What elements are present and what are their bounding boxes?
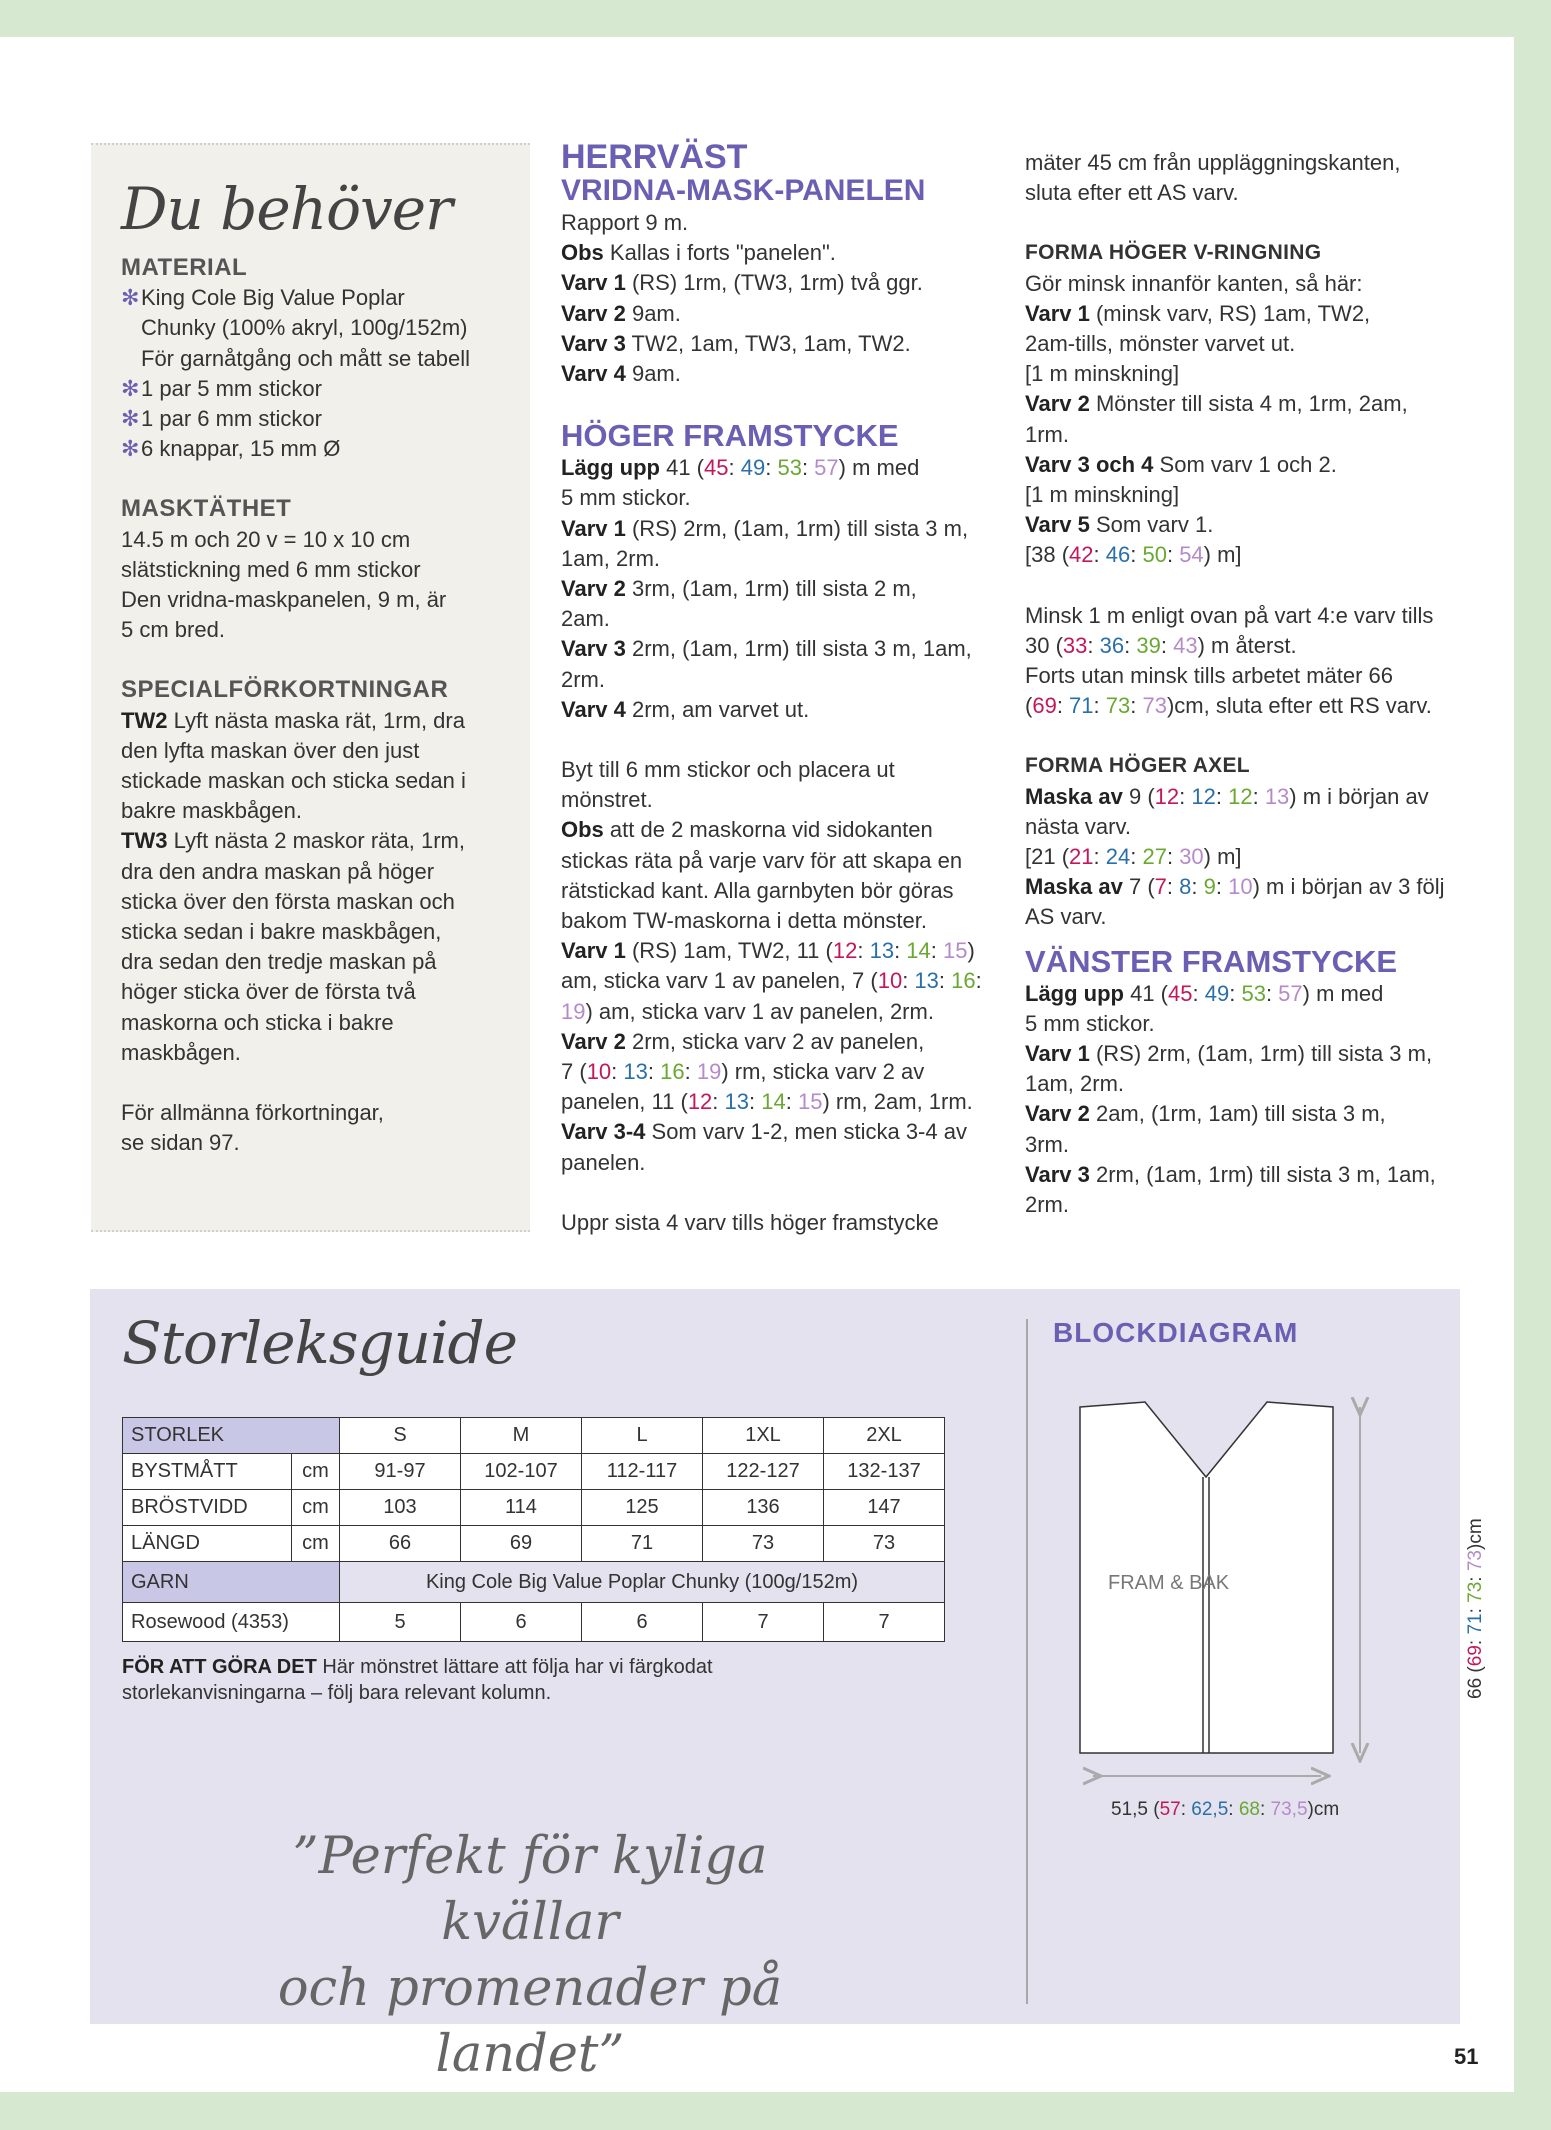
left-front-heading: VÄNSTER FRAMSTYCKE bbox=[1025, 943, 1398, 979]
star-bullet-icon: ✻ bbox=[121, 436, 140, 462]
pattern-row: Varv 3-4 Som varv 1-2, men sticka 3-4 av bbox=[561, 1119, 967, 1145]
row-instruction: Varv 3 2rm, (1am, 1rm) till sista 3 m, 1am, bbox=[1025, 1161, 1436, 1187]
list-item: ✻ 1 par 5 mm stickor bbox=[121, 374, 511, 404]
shoulder-line: AS varv. bbox=[1025, 904, 1107, 930]
panel-obs: Obs Kallas i forts "panelen". bbox=[561, 240, 836, 266]
decrease-line: 30 (33: 36: 39: 43) m återst. bbox=[1025, 632, 1297, 658]
obs-line: bakom TW-maskorna i detta mönster. bbox=[561, 908, 927, 934]
list-item: ✻ 1 par 6 mm stickor bbox=[121, 404, 511, 434]
general-abbr-note: För allmänna förkortningar, bbox=[121, 1100, 384, 1126]
star-bullet-icon: ✻ bbox=[121, 285, 140, 311]
row-instruction: Varv 2 Mönster till sista 4 m, 1rm, 2am, bbox=[1025, 391, 1408, 417]
page-number: 51 bbox=[1454, 2044, 1479, 2069]
row-instruction: Varv 5 Som varv 1. bbox=[1025, 512, 1214, 538]
tw3-line: sticka över den första maskan och bbox=[121, 888, 455, 914]
pattern-row: panelen, 11 (12: 13: 14: 15) rm, 2am, 1rm. bbox=[561, 1089, 973, 1115]
row-instruction: Varv 1 (RS) 2rm, (1am, 1rm) till sista 3 m, bbox=[1025, 1041, 1433, 1067]
size-table bbox=[122, 1417, 945, 1642]
row-instruction: 1rm. bbox=[1025, 421, 1069, 447]
panel-row: Varv 3 TW2, 1am, TW3, 1am, TW2. bbox=[561, 330, 911, 356]
gauge-line: slätstickning med 6 mm stickor bbox=[121, 556, 421, 582]
pull-quote: ”Perfekt för kyliga kvällar och promenader på landet” bbox=[277, 1827, 783, 2084]
row-instruction: Varv 4 2rm, am varvet ut. bbox=[561, 696, 810, 722]
row-instruction: Varv 1 (RS) 2rm, (1am, 1rm) till sista 3 m, bbox=[561, 515, 969, 541]
row-instruction: 2rm. bbox=[1025, 1192, 1069, 1218]
cast-on-line: 5 mm stickor. bbox=[561, 485, 691, 511]
pattern-row: 7 (10: 13: 16: 19) rm, sticka varv 2 av bbox=[561, 1059, 925, 1085]
row-instruction: Varv 3 och 4 Som varv 1 och 2. bbox=[1025, 451, 1337, 477]
size-guide-panel bbox=[90, 1289, 1486, 2084]
obs-line: rätstickad kant. Alla garnbyten bör göras bbox=[561, 877, 954, 903]
gauge-line: 5 cm bred. bbox=[121, 617, 225, 643]
row-instruction: 2am. bbox=[561, 606, 610, 632]
block-diagram bbox=[1053, 1359, 1486, 1999]
table-row: BRÖSTVIDD cm 103 114 125 136 147 bbox=[123, 1490, 945, 1526]
tw2-definition: TW2 Lyft nästa maska rät, 1rm, dra bbox=[121, 707, 465, 733]
shoulder-heading: FORMA HÖGER AXEL bbox=[1025, 754, 1250, 778]
row-instruction: 2am-tills, mönster varvet ut. bbox=[1025, 331, 1296, 357]
panel-row: Varv 4 9am. bbox=[561, 361, 681, 387]
block-diagram-title: BLOCKDIAGRAM bbox=[1053, 1317, 1299, 1348]
tw3-line: sticka sedan i bakre maskbågen, bbox=[121, 919, 442, 945]
table-row: BYSTMÅTT cm 91-97 102-107 112-117 122-127 132-137 bbox=[123, 1454, 945, 1490]
general-abbr-note: se sidan 97. bbox=[121, 1130, 240, 1156]
pattern-row: panelen. bbox=[561, 1149, 646, 1175]
height-label: 66 (69: 71: 73: 73)cm bbox=[1465, 1518, 1486, 1699]
pattern-title: HERRVÄST bbox=[561, 138, 748, 176]
obs-line: stickas räta på varje varv för att skapa en bbox=[561, 847, 963, 873]
pattern-row: am, sticka varv 1 av panelen, 7 (10: 13: 16: bbox=[561, 968, 982, 994]
continue-line: (69: 71: 73: 73)cm, sluta efter ett RS varv. bbox=[1025, 693, 1432, 719]
tw3-line: maskorna och sticka i bakre bbox=[121, 1009, 394, 1035]
tw3-line: maskbågen. bbox=[121, 1039, 241, 1065]
pattern-row: 19) am, sticka varv 1 av panelen, 2rm. bbox=[561, 998, 934, 1024]
stitch-count: [21 (21: 24: 27: 30) m] bbox=[1025, 844, 1242, 870]
tw3-line: höger sticka över de första två bbox=[121, 979, 416, 1005]
continue-line: mäter 45 cm från uppläggningskanten, bbox=[1025, 150, 1401, 175]
needle-swap-line: Byt till 6 mm stickor och placera ut bbox=[561, 757, 895, 783]
right-front-heading: HÖGER FRAMSTYCKE bbox=[561, 418, 899, 454]
tw2-line: bakre maskbågen. bbox=[121, 798, 302, 824]
tw3-line: dra den andra maskan på höger bbox=[121, 858, 435, 884]
tw2-line: den lyfta maskan över den just bbox=[121, 737, 420, 763]
materials-box bbox=[91, 143, 530, 1232]
row-instruction: 1am, 2rm. bbox=[1025, 1071, 1125, 1097]
pattern-column-3 bbox=[1025, 148, 1485, 1220]
table-row: LÄNGD cm 66 69 71 73 73 bbox=[123, 1526, 945, 1562]
pattern-row: Varv 1 (RS) 1am, TW2, 11 (12: 13: 14: 15) bbox=[561, 938, 975, 964]
block-label: FRAM & BAK bbox=[1108, 1572, 1230, 1594]
decrease-line: Minsk 1 m enligt ovan på vart 4:e varv tills bbox=[1025, 602, 1434, 628]
pattern-row: Varv 2 2rm, sticka varv 2 av panelen, bbox=[561, 1028, 925, 1054]
cast-on-line: Lägg upp 41 (45: 49: 53: 57) m med bbox=[1025, 980, 1384, 1006]
materials-title: Du behöver bbox=[121, 175, 452, 243]
list-item: ✻ 6 knappar, 15 mm Ø bbox=[121, 434, 511, 464]
star-bullet-icon: ✻ bbox=[121, 406, 140, 432]
panel-row: Varv 2 9am. bbox=[561, 300, 681, 326]
table-row: GARN King Cole Big Value Poplar Chunky (100g/152m) bbox=[123, 1562, 945, 1603]
row-instruction: Varv 1 (minsk varv, RS) 1am, TW2, bbox=[1025, 300, 1371, 326]
table-row: STORLEK S M L 1XL 2XL bbox=[123, 1418, 945, 1454]
row-instruction: Varv 2 2am, (1rm, 1am) till sista 3 m, bbox=[1025, 1101, 1386, 1127]
width-label: 51,5 (57: 62,5: 68: 73,5)cm bbox=[1111, 1799, 1340, 1820]
row-instruction: Varv 3 2rm, (1am, 1rm) till sista 3 m, 1am, bbox=[561, 636, 972, 662]
row-instruction: [1 m minskning] bbox=[1025, 361, 1180, 387]
v-neck-heading: FORMA HÖGER V-RINGNING bbox=[1025, 241, 1322, 265]
row-instruction: 3rm. bbox=[1025, 1131, 1069, 1157]
row-instruction: Varv 2 3rm, (1am, 1rm) till sista 2 m, bbox=[561, 576, 917, 602]
pattern-column-2 bbox=[561, 140, 1001, 1238]
gauge-heading: MASKTÄTHET bbox=[121, 495, 292, 523]
material-list bbox=[121, 283, 511, 464]
shoulder-line: nästa varv. bbox=[1025, 813, 1131, 839]
tw3-definition: TW3 Lyft nästa 2 maskor räta, 1rm, bbox=[121, 828, 465, 854]
continue-line: sluta efter ett AS varv. bbox=[1025, 180, 1239, 206]
panel-heading: VRIDNA-MASK-PANELEN bbox=[561, 174, 926, 207]
star-bullet-icon: ✻ bbox=[121, 375, 140, 401]
tw3-line: dra sedan den tredje maskan på bbox=[121, 949, 437, 975]
tw2-line: stickade maskan och sticka sedan i bbox=[121, 768, 466, 794]
gauge-line: Den vridna-maskpanelen, 9 m, är bbox=[121, 587, 447, 613]
repeat-line: Uppr sista 4 varv tills höger framstycke bbox=[561, 1209, 939, 1235]
v-neck-intro: Gör minsk innanför kanten, så här: bbox=[1025, 270, 1363, 296]
obs-line: Obs att de 2 maskorna vid sidokanten bbox=[561, 817, 933, 843]
row-instruction: [1 m minskning] bbox=[1025, 482, 1180, 508]
cast-on-line: Lägg upp 41 (45: 49: 53: 57) m med bbox=[561, 455, 920, 481]
panel-rapport: Rapport 9 m. bbox=[561, 210, 689, 235]
shoulder-line: Maska av 9 (12: 12: 12: 13) m i början av bbox=[1025, 783, 1429, 809]
gauge-line: 14.5 m och 20 v = 10 x 10 cm bbox=[121, 526, 411, 552]
row-instruction: 2rm. bbox=[561, 666, 605, 692]
needle-swap-line: mönstret. bbox=[561, 787, 653, 813]
table-row: Rosewood (4353) 5 6 6 7 7 bbox=[123, 1603, 945, 1642]
panel-row: Varv 1 (RS) 1rm, (TW3, 1rm) två ggr. bbox=[561, 270, 923, 296]
shoulder-line: Maska av 7 (7: 8: 9: 10) m i början av 3 följ bbox=[1025, 874, 1445, 900]
cast-on-line: 5 mm stickor. bbox=[1025, 1010, 1155, 1036]
continue-line: Forts utan minsk tills arbetet mäter 66 bbox=[1025, 663, 1394, 689]
list-item: ✻ King Cole Big Value Poplar Chunky (100% akryl, 100g/152m) För garnåtgång och mått se tabell bbox=[121, 285, 470, 371]
material-heading: MATERIAL bbox=[121, 254, 248, 281]
abbreviations-heading: SPECIALFÖRKORTNINGAR bbox=[121, 676, 449, 704]
stitch-count: [38 (42: 46: 50: 54) m] bbox=[1025, 542, 1242, 568]
color-code-note: FÖR ATT GÖRA DET Här mönstret lättare att följa har vi färgkodat storlekanvisningarna – följ bara relevant kolumn. bbox=[122, 1656, 713, 1704]
row-instruction: 1am, 2rm. bbox=[561, 545, 661, 571]
divider bbox=[1026, 1319, 1028, 2004]
size-guide-title: Storleksguide bbox=[122, 1309, 517, 1377]
